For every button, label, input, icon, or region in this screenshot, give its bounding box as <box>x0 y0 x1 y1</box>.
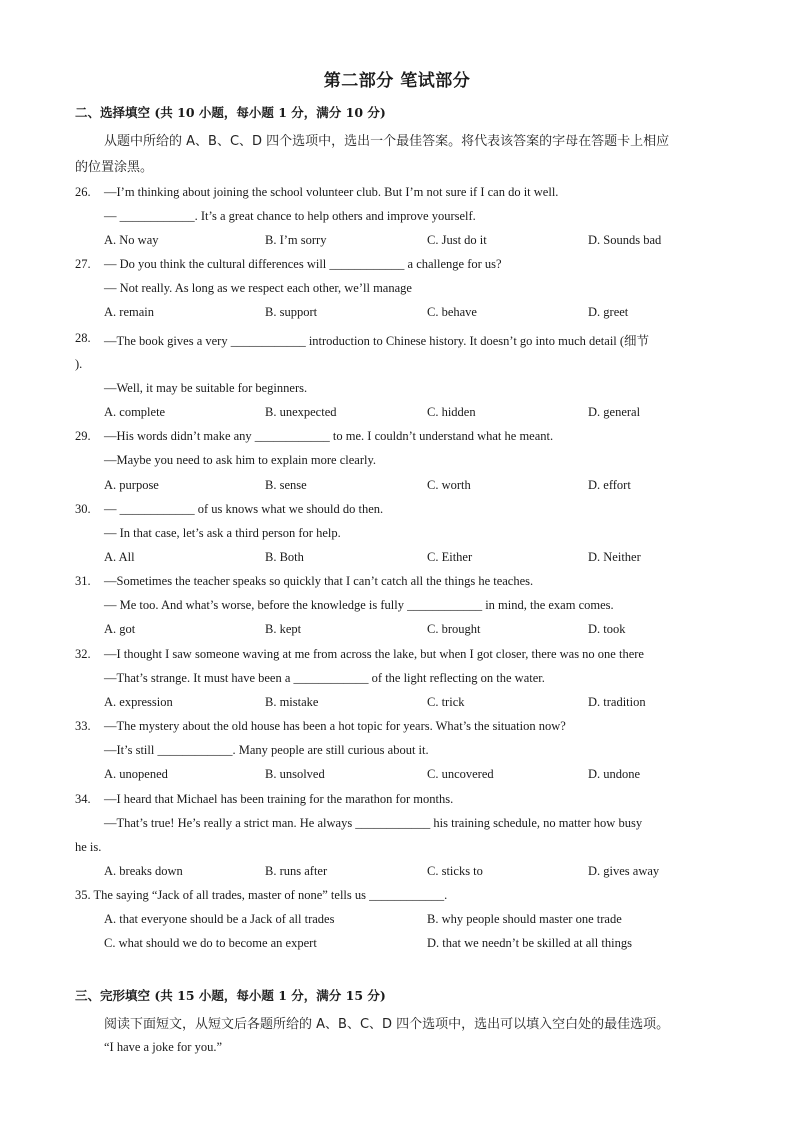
option-c: C. hidden <box>427 405 476 419</box>
option-b: B. runs after <box>265 864 328 878</box>
question-line-2: —That’s true! He’s really a strict man. He always ____________ his training schedule, no matter how busy <box>104 816 643 830</box>
option-d: D. greet <box>588 305 629 319</box>
question-line-2: — ____________. It’s a great chance to help others and improve yourself. <box>104 209 476 223</box>
option-b: B. support <box>265 305 318 319</box>
question-line-2: —That’s strange. It must have been a ____________ of the light reflecting on the water. <box>104 671 545 685</box>
question-number: 26. <box>75 185 91 199</box>
question-line-1: —I’m thinking about joining the school volunteer club. But I’m not sure if I can do it well. <box>104 185 559 199</box>
option-d: D. general <box>588 405 641 419</box>
option-c: C. trick <box>427 695 465 709</box>
option-d: D. that we needn’t be skilled at all things <box>427 936 632 950</box>
question-line-1: — Do you think the cultural differences will ____________ a challenge for us? <box>104 257 502 271</box>
option-b: B. Both <box>265 550 304 564</box>
question-line-2: — Not really. As long as we respect each other, we’ll manage <box>104 281 412 295</box>
question-number: 29. <box>75 429 91 443</box>
option-d: D. effort <box>588 478 631 492</box>
page-title: 第二部分 笔试部分 <box>323 71 471 91</box>
option-b: B. mistake <box>265 695 319 709</box>
option-a: A. breaks down <box>104 864 183 878</box>
option-c: C. Just do it <box>427 233 487 247</box>
passage-first-line: “I have a joke for you.” <box>104 1040 222 1054</box>
question-line-2: — In that case, let’s ask a third person for help. <box>104 526 341 540</box>
section-2-instruction: 从题中所给的 A、B、C、D 四个选项中，选出一个最佳答案。将代表该答案的字母在答题卡上相应 <box>104 134 670 149</box>
option-c: C. sticks to <box>427 864 483 878</box>
option-a: A. remain <box>104 305 154 319</box>
option-a: A. complete <box>104 405 166 419</box>
option-a: A. that everyone should be a Jack of all trades <box>104 912 335 926</box>
question-line-1: 35. The saying “Jack of all trades, master of none” tells us ____________. <box>75 888 448 902</box>
question-line-1: —Sometimes the teacher speaks so quickly that I can’t catch all the things he teaches. <box>104 574 534 588</box>
option-d: D. tradition <box>588 695 646 709</box>
section-3-header: 三、完形填空 (共 15 小题，每小题 1 分，满分 15 分) <box>75 988 386 1003</box>
question-line-2: —Maybe you need to ask him to explain more clearly. <box>104 453 377 467</box>
question-line-1: —I heard that Michael has been training for the marathon for months. <box>104 792 454 806</box>
question-line-1: —I thought I saw someone waving at me from across the lake, but when I got closer, there was no one there <box>104 647 644 661</box>
option-c: C. Either <box>427 550 473 564</box>
question-number: 33. <box>75 719 91 733</box>
option-a: A. purpose <box>104 478 159 492</box>
option-d: D. took <box>588 622 626 636</box>
question-line-1: —The mystery about the old house has been a hot topic for years. What’s the situation now? <box>104 719 566 733</box>
option-d: D. undone <box>588 767 641 781</box>
option-a: A. All <box>104 550 135 564</box>
option-c: C. worth <box>427 478 471 492</box>
option-b: B. I’m sorry <box>265 233 327 247</box>
question-line-2: —It’s still ____________. Many people are still curious about it. <box>104 743 429 757</box>
question-number: 27. <box>75 257 91 271</box>
option-d: D. Neither <box>588 550 641 564</box>
option-c: C. brought <box>427 622 481 636</box>
option-a: A. expression <box>104 695 173 709</box>
option-c: C. what should we do to become an expert <box>104 936 317 950</box>
section-2-header: 二、选择填空 (共 10 小题，每小题 1 分，满分 10 分) <box>75 105 386 120</box>
section-3-instruction: 阅读下面短文，从短文后各题所给的 A、B、C、D 四个选项中，选出可以填入空白处的最佳选项。 <box>104 1017 670 1032</box>
option-b: B. why people should master one trade <box>427 912 622 926</box>
question-number: 30. <box>75 502 91 516</box>
option-a: A. unopened <box>104 767 168 781</box>
option-b: B. unexpected <box>265 405 337 419</box>
option-d: D. Sounds bad <box>588 233 662 247</box>
question-number: 31. <box>75 574 91 588</box>
question-line-1: —His words didn’t make any ____________ to me. I couldn’t understand what he meant. <box>104 429 554 443</box>
question-number: 34. <box>75 792 91 806</box>
question-line-2: — Me too. And what’s worse, before the knowledge is fully ____________ in mind, the exam comes. <box>104 598 614 612</box>
question-line-2-cont: he is. <box>75 840 102 854</box>
option-d: D. gives away <box>588 864 660 878</box>
question-line-1: —The book gives a very ____________ introduction to Chinese history. It doesn’t go into much detail (细节 <box>104 334 650 348</box>
option-c: C. behave <box>427 305 477 319</box>
option-b: B. sense <box>265 478 307 492</box>
option-a: A. got <box>104 622 136 636</box>
option-b: B. kept <box>265 622 302 636</box>
question-number: 32. <box>75 647 91 661</box>
question-line-1: — ____________ of us knows what we should do then. <box>104 502 384 516</box>
option-c: C. uncovered <box>427 767 494 781</box>
option-a: A. No way <box>104 233 159 247</box>
section-2-instruction-cont: 的位置涂黑。 <box>75 160 154 175</box>
question-line-1-cont: ). <box>75 357 83 371</box>
option-b: B. unsolved <box>265 767 325 781</box>
question-line-2: —Well, it may be suitable for beginners. <box>104 381 308 395</box>
question-number: 28. <box>75 331 91 345</box>
